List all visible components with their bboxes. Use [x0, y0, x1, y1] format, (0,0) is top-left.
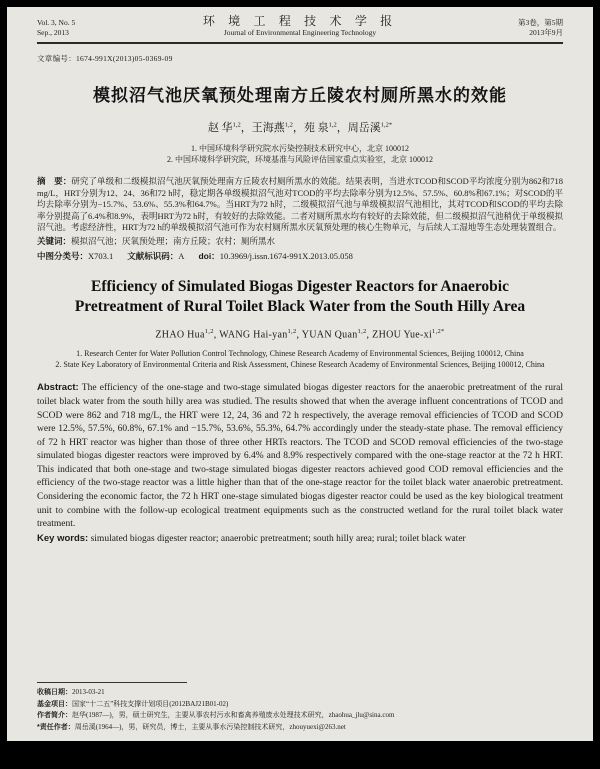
affiliation-en-2: 2. State Key Laboratory of Environmental Criteria and Risk Assessment, Chinese Research Academy of Environmental Sciences, Beijing 100012, China [55, 360, 545, 370]
clc-label: 中图分类号： [37, 251, 89, 261]
footnote-received-label: 收稿日期： [37, 689, 72, 696]
keywords-text-cn: 模拟沼气池；厌氧预处理；南方丘陵；农村；厕所黑水 [71, 235, 276, 246]
footnote-author-bio-label: 作者简介： [37, 712, 72, 719]
affiliation-cn-2: 2. 中国环境科学研究院，环境基准与风险评估国家重点实验室，北京 100012 [167, 155, 433, 164]
keywords-cn [37, 236, 563, 248]
footnote-fund-label: 基金项目： [37, 700, 72, 708]
footnote-author-bio-text: 赵华(1987—)，男，硕士研究生，主要从事农村污水和畜禽养殖废水处理技术研究，zhaohua_jlu@sina.com [72, 711, 395, 719]
authors-en: ZHAO Hua$^{1,2}$, WANG Hai-yan$^{1,2}$, YUAN Quan$^{1,2}$, ZHOU Yue-$xi^{1,2*}$ [155, 328, 445, 341]
doc-code-value: A [178, 251, 185, 261]
paper-page [7, 7, 593, 741]
keywords-label-cn: 关键词： [37, 235, 72, 246]
title-en-line2: Pretreatment of Rural Toilet Black Water from the South Hilly Area [74, 298, 526, 315]
keywords-en [37, 532, 563, 547]
footnote-rule [37, 682, 187, 683]
article-number: 文章编号：1674-991X(2013)05-0369-09 [37, 54, 173, 63]
footnote-corresponding-label: *责任作者： [37, 723, 75, 731]
keywords-label-en: Key words: [37, 532, 89, 544]
title-en-line1: Efficiency of Simulated Biogas Digester Reactors for Anaerobic [90, 278, 509, 295]
doi-label: doi： [198, 251, 220, 261]
footnote-received [37, 687, 563, 699]
footnotes [37, 682, 563, 733]
masthead-right [443, 18, 563, 38]
abstract-cn [37, 176, 563, 234]
abstract-en [37, 381, 563, 532]
keywords-text-en: simulated biogas digester reactor; anaerobic pretreatment; south hilly area; rural; toilet black water [90, 533, 466, 544]
date-en: Sep., 2013 [37, 28, 69, 37]
abstract-text-en: The efficiency of the one-stage and two-stage simulated biogas digester reactors for the anaerobic pretreatment of the rural toilet black water from the south hilly area was studied. The results showed that when the average influent concentrations of TCOD and SCOD were 862 and 718 mg/L, the HRT were 12, 24, 36 and 72 h respectively, the average removal efficiencies of TCOD and SCOD were 12.5%, 57.5%, 60.8%, 67.1% and −15.7%, 53.6%, 55.3%, 64.7% accordingly under the steady-state phase. The removal efficiency of 72 h HRT reactor was higher than those of three other HRTs reactors. The TCOD and SCOD removal efficiencies of the two-stage simulated biogas digester reactors were improved by 6.4% and 8.9% respectively compared with the one-stage reactor at the 72 h HRT. This indicated that both one-stage and two-stage simulated biogas digester reactors achieved good COD removal efficiencies and the efficiency of the two-stage reactor was a little higher than that of the one-stage reactor for the toilet black water anaerobic pretreatment. Considering the economic factor, the 72 h HRT one-stage simulated biogas digester reactor could be used as the key biological treatment unit to combine with the follow-up ecological treatment equipments such as the constructed wetland for the rural toilet black water treatment. [37, 383, 563, 530]
title-en [37, 277, 563, 317]
abstract-label-en: Abstract: [37, 382, 79, 394]
affiliations-cn [37, 143, 563, 165]
footnote-author-bio [37, 710, 563, 722]
masthead-center [157, 16, 443, 38]
doi-value: 10.3969/j.issn.1674-991X.2013.05.058 [219, 251, 353, 261]
abstract-label-cn: 摘 要： [37, 176, 72, 186]
affiliations-en [37, 348, 563, 370]
document-code [127, 251, 184, 261]
affiliation-en-1: 1. Research Center for Water Pollution Control Technology, Chinese Research Academy of Environmental Sciences, Beijing 100012, China [76, 349, 524, 359]
journal-name-cn: 环 境 工 程 技 术 学 报 [202, 14, 398, 28]
masthead-rule [37, 42, 563, 44]
meta-line [37, 250, 563, 262]
footnote-fund-text: 国家“十二五”科技支撑计划项目(2012BAJ21B01-02) [72, 699, 229, 708]
footnote-corresponding-text: 周岳溪(1964—)，男，研究员，博士，主要从事水污染控制技术研究，zhouyuexi@263.net [74, 722, 346, 731]
abstract-text-cn: 研究了单级和二级模拟沼气池厌氧预处理南方丘陵农村厕所黑水的效能。结果表明，当进水TCOD和SCOD平均浓度分别为862和718 mg/L，HRT分别为12、24、36和72 h时，稳定期各单级模拟沼气池对TCOD的平均去除率分别为12.5%、57.5%、60.8%和67.1%；对SCOD的平均去除率分别为−15.7%、53.6%、55.3%和64.7%。当HRT为72 h时，二级模拟沼气池与单级模拟沼气池相比，其对TCOD和SCOD的平均去除率分别提高了6.4%和8.9%，表明HRT为72 h时，有较好的去除效能。二者对厕所黑水均有较好的去除效能，但二级模拟沼气池稍优于单级模拟沼气池。考虑经济性，HRT为72 h的单级模拟沼气池可作为农村厕所黑水厌氧预处理的核心生物单元，与后续人工湿地等生态处理装置组合。 [37, 176, 563, 232]
journal-name-en: Journal of Environmental Engineering Technology [223, 28, 377, 37]
footnote-received-text: 2013-03-21 [72, 688, 105, 696]
authors-cn: 赵 华$^{1,2}$，王海燕$^{1,2}$，苑 泉$^{1,2}$，周岳溪$^{1,2*}$ [207, 121, 393, 134]
date-cn: 2013年9月 [529, 28, 563, 37]
clc-value: X703.1 [88, 251, 114, 261]
volume-issue-en: Vol. 3, No. 5 [37, 18, 76, 27]
title-cn: 模拟沼气池厌氧预处理南方丘陵农村厕所黑水的效能 [93, 86, 507, 105]
footnote-fund [37, 699, 563, 711]
doi [198, 251, 352, 261]
masthead-left [37, 18, 157, 38]
affiliation-cn-1: 1. 中国环境科学研究院水污染控制技术研究中心，北京 100012 [191, 144, 409, 153]
journal-masthead [37, 13, 563, 42]
footnote-corresponding [37, 722, 563, 734]
volume-issue-cn: 第3卷，第5期 [518, 18, 563, 27]
doc-code-label: 文献标识码： [127, 251, 179, 261]
clc-number [37, 251, 113, 261]
